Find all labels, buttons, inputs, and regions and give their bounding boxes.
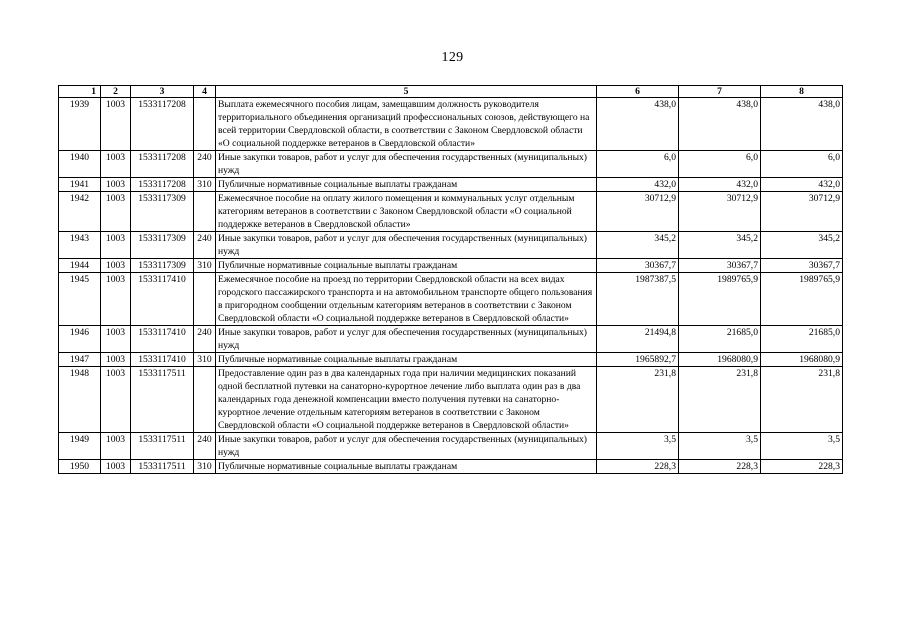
- column-header-3: 3: [131, 86, 194, 98]
- expense-type-code: [194, 98, 216, 151]
- amount-col-8: 3,5: [761, 433, 843, 460]
- amount-col-6: 30367,7: [597, 259, 679, 273]
- amount-col-7: 1968080,9: [679, 353, 761, 367]
- item-name: Публичные нормативные социальные выплаты гражданам: [216, 259, 597, 273]
- item-name: Выплата ежемесячного пособия лицам, замещавшим должность руководителя территориального объединения организаций профессиональных союзов, действующего на всей территории Свердловской области, в соответствии с Законом Свердловской области «О социальной поддержке ветеранов в Свердловской области»: [216, 98, 597, 151]
- section-code: 1003: [101, 259, 131, 273]
- header-row: [59, 86, 843, 98]
- row-number: 1941: [59, 178, 101, 192]
- amount-col-7: 345,2: [679, 232, 761, 259]
- column-header-7: 7: [679, 86, 761, 98]
- section-code: 1003: [101, 98, 131, 151]
- target-article-code: 1533117410: [131, 326, 194, 353]
- expense-type-code: 240: [194, 151, 216, 178]
- column-header-8: 8: [761, 86, 843, 98]
- amount-col-7: 3,5: [679, 433, 761, 460]
- table-body: [59, 98, 843, 474]
- amount-col-6: 432,0: [597, 178, 679, 192]
- row-number: 1947: [59, 353, 101, 367]
- row-number: 1940: [59, 151, 101, 178]
- amount-col-8: 1968080,9: [761, 353, 843, 367]
- target-article-code: 1533117511: [131, 367, 194, 433]
- table-row: [59, 460, 843, 474]
- section-code: 1003: [101, 273, 131, 326]
- amount-col-8: 432,0: [761, 178, 843, 192]
- amount-col-6: 3,5: [597, 433, 679, 460]
- item-name: Публичные нормативные социальные выплаты гражданам: [216, 178, 597, 192]
- amount-col-8: 30367,7: [761, 259, 843, 273]
- section-code: 1003: [101, 178, 131, 192]
- table-row: [59, 178, 843, 192]
- row-number: 1945: [59, 273, 101, 326]
- amount-col-6: 1965892,7: [597, 353, 679, 367]
- amount-col-8: 6,0: [761, 151, 843, 178]
- row-number: 1948: [59, 367, 101, 433]
- amount-col-6: 30712,9: [597, 192, 679, 232]
- row-number: 1949: [59, 433, 101, 460]
- table-row: [59, 353, 843, 367]
- section-code: 1003: [101, 460, 131, 474]
- table-row: [59, 232, 843, 259]
- amount-col-7: 21685,0: [679, 326, 761, 353]
- target-article-code: 1533117511: [131, 460, 194, 474]
- target-article-code: 1533117309: [131, 232, 194, 259]
- row-number: 1939: [59, 98, 101, 151]
- amount-col-6: 21494,8: [597, 326, 679, 353]
- item-name: Иные закупки товаров, работ и услуг для обеспечения государственных (муниципальных) нужд: [216, 433, 597, 460]
- amount-col-7: 432,0: [679, 178, 761, 192]
- target-article-code: 1533117309: [131, 259, 194, 273]
- section-code: 1003: [101, 232, 131, 259]
- amount-col-6: 231,8: [597, 367, 679, 433]
- row-number: 1946: [59, 326, 101, 353]
- expense-type-code: [194, 273, 216, 326]
- column-header-4: 4: [194, 86, 216, 98]
- target-article-code: 1533117208: [131, 98, 194, 151]
- item-name: Ежемесячное пособие на проезд по территории Свердловской области на всех видах городского пассажирского транспорта и на автомобильном транспорте общего пользования в пригородном сообщении отдельным категориям ветеранов в соответствии с Законом Свердловской области «О социальной поддержке ветеранов в Свердловской области»: [216, 273, 597, 326]
- item-name: Иные закупки товаров, работ и услуг для обеспечения государственных (муниципальных) нужд: [216, 326, 597, 353]
- amount-col-8: 1989765,9: [761, 273, 843, 326]
- amount-col-6: 345,2: [597, 232, 679, 259]
- row-number: 1942: [59, 192, 101, 232]
- amount-col-8: 345,2: [761, 232, 843, 259]
- amount-col-7: 1989765,9: [679, 273, 761, 326]
- item-name: Предоставление один раз в два календарных года при наличии медицинских показаний одной бесплатной путевки на санаторно-курортное лечение либо выплата один раз в два календарных года денежной компенсации вместо получения путевки на санаторно-курортное лечение отдельным категориям ветеранов в соответствии с Законом Свердловской области «О социальной поддержке ветеранов в Свердловской области»: [216, 367, 597, 433]
- section-code: 1003: [101, 367, 131, 433]
- column-header-5: 5: [216, 86, 597, 98]
- expense-type-code: 240: [194, 326, 216, 353]
- amount-col-8: 228,3: [761, 460, 843, 474]
- row-number: 1944: [59, 259, 101, 273]
- table-row: [59, 367, 843, 433]
- table-row: [59, 192, 843, 232]
- section-code: 1003: [101, 433, 131, 460]
- expense-type-code: [194, 192, 216, 232]
- item-name: Публичные нормативные социальные выплаты гражданам: [216, 353, 597, 367]
- table-row: [59, 151, 843, 178]
- page-number: 129: [441, 50, 464, 65]
- expense-type-code: 240: [194, 232, 216, 259]
- item-name: Ежемесячное пособие на оплату жилого помещения и коммунальных услуг отдельным категориям ветеранов в соответствии с Законом Свердловской области «О социальной поддержке ветеранов в Свердловской области»: [216, 192, 597, 232]
- amount-col-7: 228,3: [679, 460, 761, 474]
- budget-table: [58, 85, 843, 474]
- expense-type-code: 310: [194, 353, 216, 367]
- item-name: Публичные нормативные социальные выплаты гражданам: [216, 460, 597, 474]
- amount-col-6: 438,0: [597, 98, 679, 151]
- item-name: Иные закупки товаров, работ и услуг для обеспечения государственных (муниципальных) нужд: [216, 151, 597, 178]
- target-article-code: 1533117208: [131, 178, 194, 192]
- section-code: 1003: [101, 192, 131, 232]
- section-code: 1003: [101, 151, 131, 178]
- target-article-code: 1533117309: [131, 192, 194, 232]
- target-article-code: 1533117208: [131, 151, 194, 178]
- amount-col-8: 30712,9: [761, 192, 843, 232]
- amount-col-6: 228,3: [597, 460, 679, 474]
- amount-col-6: 6,0: [597, 151, 679, 178]
- table-row: [59, 433, 843, 460]
- item-name: Иные закупки товаров, работ и услуг для обеспечения государственных (муниципальных) нужд: [216, 232, 597, 259]
- table-row: [59, 98, 843, 151]
- amount-col-7: 6,0: [679, 151, 761, 178]
- table-row: [59, 273, 843, 326]
- column-header-1: 1: [59, 86, 101, 98]
- amount-col-7: 438,0: [679, 98, 761, 151]
- expense-type-code: 240: [194, 433, 216, 460]
- expense-type-code: [194, 367, 216, 433]
- table-header: [59, 86, 843, 98]
- amount-col-8: 231,8: [761, 367, 843, 433]
- target-article-code: 1533117410: [131, 273, 194, 326]
- amount-col-7: 231,8: [679, 367, 761, 433]
- row-number: 1950: [59, 460, 101, 474]
- expense-type-code: 310: [194, 178, 216, 192]
- amount-col-8: 21685,0: [761, 326, 843, 353]
- column-header-6: 6: [597, 86, 679, 98]
- amount-col-7: 30367,7: [679, 259, 761, 273]
- section-code: 1003: [101, 326, 131, 353]
- column-header-2: 2: [101, 86, 131, 98]
- amount-col-8: 438,0: [761, 98, 843, 151]
- expense-type-code: 310: [194, 259, 216, 273]
- target-article-code: 1533117511: [131, 433, 194, 460]
- expense-type-code: 310: [194, 460, 216, 474]
- amount-col-7: 30712,9: [679, 192, 761, 232]
- table-row: [59, 259, 843, 273]
- target-article-code: 1533117410: [131, 353, 194, 367]
- amount-col-6: 1987387,5: [597, 273, 679, 326]
- section-code: 1003: [101, 353, 131, 367]
- table-row: [59, 326, 843, 353]
- row-number: 1943: [59, 232, 101, 259]
